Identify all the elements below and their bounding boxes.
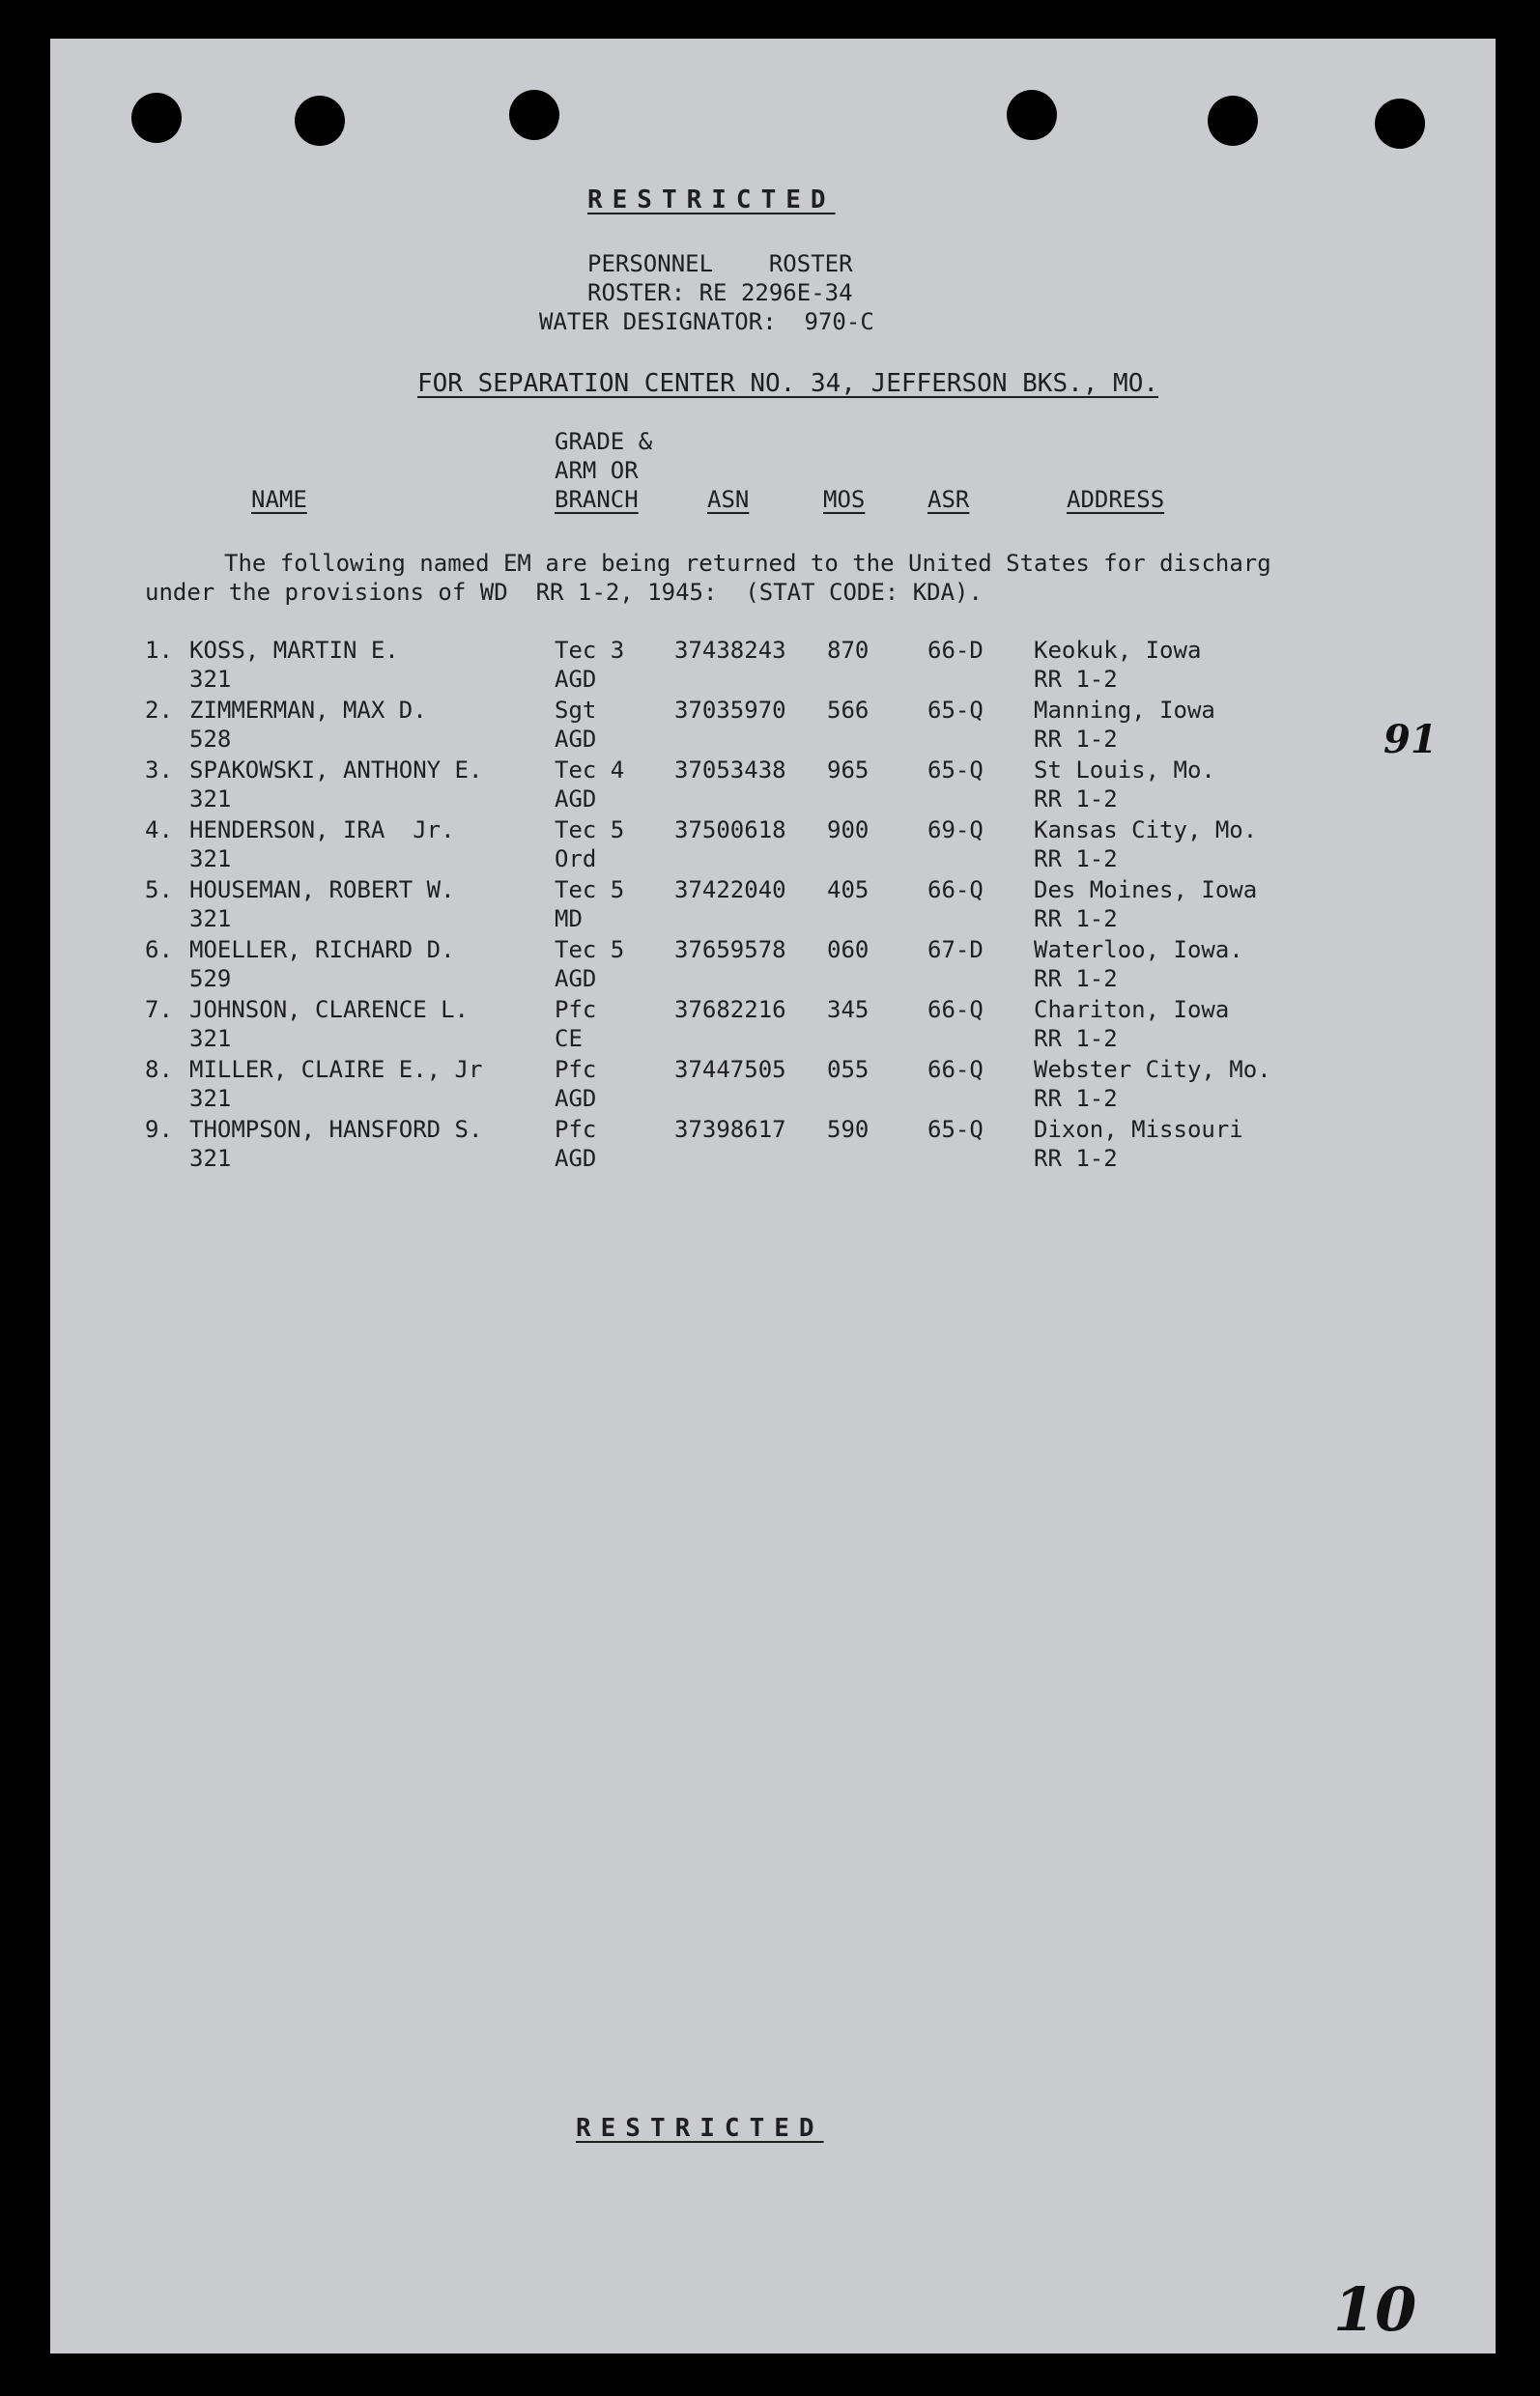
classification-header: RESTRICTED <box>587 185 836 214</box>
entry-asr: 66-Q <box>927 876 984 903</box>
roster-entry <box>145 696 1420 756</box>
entry-grade: Tec 5 <box>555 936 625 963</box>
handwritten-margin-number: 91 <box>1383 717 1438 762</box>
roster-entry <box>145 756 1420 815</box>
entry-code: 321 <box>189 666 232 693</box>
entry-branch: Ord <box>555 845 597 872</box>
roster-entry <box>145 636 1420 696</box>
handwritten-page-number: 10 <box>1333 2274 1417 2345</box>
punch-hole <box>509 90 559 140</box>
punch-hole <box>1007 90 1057 140</box>
entry-asn: 37447505 <box>674 1056 786 1083</box>
entry-mos: 060 <box>827 936 870 963</box>
entry-grade: Sgt <box>555 697 597 724</box>
column-mos: MOS <box>823 486 866 513</box>
roster-title: PERSONNEL ROSTER <box>587 250 853 277</box>
entry-mos: 566 <box>827 697 870 724</box>
entry-branch: AGD <box>555 1145 597 1172</box>
column-asr: ASR <box>927 486 970 513</box>
entry-mos: 345 <box>827 996 870 1023</box>
entry-address: Dixon, Missouri <box>1034 1116 1243 1143</box>
entry-asr: 65-Q <box>927 1116 984 1143</box>
roster-entry <box>145 1055 1420 1115</box>
entry-number: 8. <box>145 1056 173 1083</box>
entry-address: Webster City, Mo. <box>1034 1056 1271 1083</box>
entry-name: JOHNSON, CLARENCE L. <box>189 996 469 1023</box>
entry-mos: 965 <box>827 756 870 784</box>
column-grade-line1: GRADE & <box>555 428 653 455</box>
destination-line: FOR SEPARATION CENTER NO. 34, JEFFERSON BKS., MO. <box>417 369 1159 398</box>
entry-rr: RR 1-2 <box>1034 845 1118 872</box>
entry-mos: 590 <box>827 1116 870 1143</box>
entry-asr: 65-Q <box>927 697 984 724</box>
entry-asn: 37682216 <box>674 996 786 1023</box>
entry-name: HENDERSON, IRA Jr. <box>189 816 455 843</box>
entry-branch: AGD <box>555 785 597 813</box>
punch-hole <box>1208 96 1258 146</box>
entry-name: HOUSEMAN, ROBERT W. <box>189 876 455 903</box>
entry-address: Chariton, Iowa <box>1034 996 1230 1023</box>
column-grade-line2: ARM OR <box>555 457 639 484</box>
entry-grade: Tec 4 <box>555 756 625 784</box>
entry-branch: MD <box>555 905 583 932</box>
entry-asr: 66-D <box>927 637 984 664</box>
entry-branch: AGD <box>555 1085 597 1112</box>
entry-number: 5. <box>145 876 173 903</box>
entry-address: Keokuk, Iowa <box>1034 637 1202 664</box>
entry-address: Des Moines, Iowa <box>1034 876 1258 903</box>
entry-name: ZIMMERMAN, MAX D. <box>189 697 427 724</box>
entry-asn: 37035970 <box>674 697 786 724</box>
entry-grade: Pfc <box>555 1056 597 1083</box>
entry-name: SPAKOWSKI, ANTHONY E. <box>189 756 483 784</box>
entry-number: 9. <box>145 1116 173 1143</box>
column-asn: ASN <box>707 486 750 513</box>
entry-code: 321 <box>189 845 232 872</box>
entry-rr: RR 1-2 <box>1034 1145 1118 1172</box>
entry-mos: 900 <box>827 816 870 843</box>
entry-asr: 66-Q <box>927 996 984 1023</box>
entry-branch: AGD <box>555 666 597 693</box>
roster-entry <box>145 815 1420 875</box>
entry-name: MILLER, CLAIRE E., Jr <box>189 1056 483 1083</box>
entry-rr: RR 1-2 <box>1034 785 1118 813</box>
entry-branch: CE <box>555 1025 583 1052</box>
entry-asr: 65-Q <box>927 756 984 784</box>
entry-rr: RR 1-2 <box>1034 666 1118 693</box>
entry-asn: 37659578 <box>674 936 786 963</box>
entry-mos: 055 <box>827 1056 870 1083</box>
entry-grade: Pfc <box>555 1116 597 1143</box>
entry-rr: RR 1-2 <box>1034 905 1118 932</box>
entry-asr: 69-Q <box>927 816 984 843</box>
entry-address: Kansas City, Mo. <box>1034 816 1258 843</box>
entry-asr: 66-Q <box>927 1056 984 1083</box>
entry-code: 321 <box>189 1085 232 1112</box>
classification-footer: RESTRICTED <box>576 2114 824 2143</box>
entry-address: St Louis, Mo. <box>1034 756 1215 784</box>
entry-number: 2. <box>145 697 173 724</box>
entry-number: 3. <box>145 756 173 784</box>
roster-entry <box>145 935 1420 995</box>
entry-mos: 870 <box>827 637 870 664</box>
entry-code: 321 <box>189 905 232 932</box>
intro-line-1: The following named EM are being returned to the United States for discharg <box>224 550 1271 577</box>
entry-grade: Tec 3 <box>555 637 625 664</box>
column-grade-line3: BRANCH <box>555 486 639 513</box>
entry-grade: Tec 5 <box>555 876 625 903</box>
entry-code: 321 <box>189 785 232 813</box>
entry-number: 6. <box>145 936 173 963</box>
roster-entry <box>145 995 1420 1055</box>
punch-hole <box>295 96 345 146</box>
entry-code: 529 <box>189 965 232 992</box>
entry-address: Waterloo, Iowa. <box>1034 936 1243 963</box>
entry-mos: 405 <box>827 876 870 903</box>
entry-rr: RR 1-2 <box>1034 965 1118 992</box>
entry-asn: 37422040 <box>674 876 786 903</box>
punch-hole <box>1375 99 1425 149</box>
entry-number: 7. <box>145 996 173 1023</box>
entry-number: 1. <box>145 637 173 664</box>
entry-grade: Tec 5 <box>555 816 625 843</box>
entry-rr: RR 1-2 <box>1034 1025 1118 1052</box>
roster-list <box>145 636 1420 1175</box>
intro-line-2: under the provisions of WD RR 1-2, 1945: (STAT CODE: KDA). <box>145 579 983 606</box>
roster-number: ROSTER: RE 2296E-34 <box>587 279 853 306</box>
entry-name: KOSS, MARTIN E. <box>189 637 399 664</box>
document-page <box>50 39 1496 2353</box>
column-address: ADDRESS <box>1067 486 1165 513</box>
column-name: NAME <box>251 486 307 513</box>
punch-hole <box>131 93 182 143</box>
roster-entry <box>145 1115 1420 1175</box>
entry-code: 528 <box>189 726 232 753</box>
entry-asn: 37053438 <box>674 756 786 784</box>
entry-number: 4. <box>145 816 173 843</box>
entry-name: THOMPSON, HANSFORD S. <box>189 1116 483 1143</box>
entry-branch: AGD <box>555 726 597 753</box>
entry-rr: RR 1-2 <box>1034 1085 1118 1112</box>
entry-code: 321 <box>189 1145 232 1172</box>
entry-branch: AGD <box>555 965 597 992</box>
entry-address: Manning, Iowa <box>1034 697 1215 724</box>
entry-asn: 37500618 <box>674 816 786 843</box>
entry-asn: 37438243 <box>674 637 786 664</box>
entry-asr: 67-D <box>927 936 984 963</box>
entry-asn: 37398617 <box>674 1116 786 1143</box>
entry-name: MOELLER, RICHARD D. <box>189 936 455 963</box>
entry-rr: RR 1-2 <box>1034 726 1118 753</box>
entry-code: 321 <box>189 1025 232 1052</box>
entry-grade: Pfc <box>555 996 597 1023</box>
water-designator: WATER DESIGNATOR: 970-C <box>539 308 874 335</box>
roster-entry <box>145 875 1420 935</box>
